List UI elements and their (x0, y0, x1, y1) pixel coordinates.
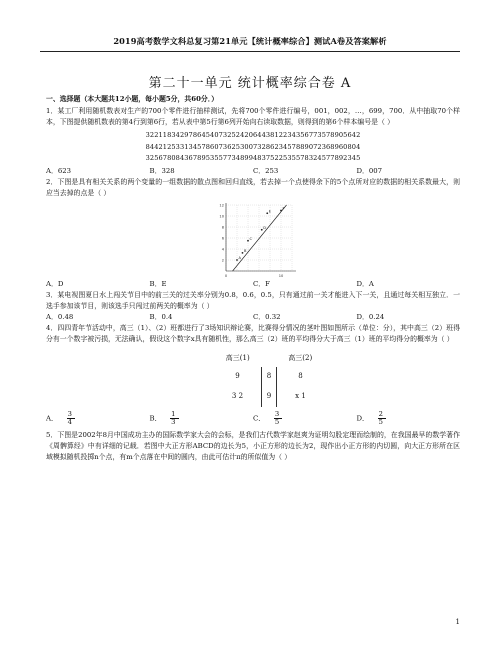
scatter-chart (214, 201, 296, 279)
y-tick-label: 4 (221, 247, 224, 251)
fraction: $\frac{3}{5}$ (265, 411, 291, 426)
point-label: D (263, 225, 267, 230)
option-b: B． $\frac{1}{3}$ (150, 411, 254, 426)
option-b: B．328 (149, 166, 175, 175)
question-1-options (46, 166, 460, 177)
page-title: 第二十一单元 统计概率综合卷 A (148, 76, 352, 91)
option-d: D．007 (356, 166, 383, 175)
stem-value: 9 (262, 387, 277, 407)
random-row: 32211834297864540732524206443812234356773578905642 (145, 131, 361, 139)
question-5-text: 5．下图是2002年8月中国成功主办的国际数学家大会的会标，是我们古代数学家赵爽为证明勾股定理而绘制的，在我国最早的数学著作《周髀算经》中有详细的记载．若图中大正方形ABCD的边长为5，小正方形的边长为2，现作出小正方形的内切圆，向大正方形所在区域模拟随机投掷n个点，有m个点落在中间的圆内，由此可估计π的所似值为（ ） (46, 430, 460, 461)
question-2-options (46, 279, 460, 290)
random-row: 32567808436789535577348994837522535578324577892345 (145, 154, 361, 162)
question-4-text: 4．四四青年节活动中，高三（1）、（2）班都进行了3场知识辩论赛，比赛得分情况的茎叶图如图所示（单位：分），其中高三（2）班得分有一个数字被污损，无法确认，假设这个数字x具有随机性，那么高三（2）班的平均得分大于高三（1）班的平均得分的概率为（ ） (46, 323, 460, 343)
y-tick-label: 2 (221, 258, 224, 262)
option-c: C．0.32 (253, 312, 281, 321)
y-tick-label: 6 (221, 236, 224, 240)
exam-content (46, 94, 460, 463)
fraction: $\frac{2}{5}$ (369, 411, 395, 426)
option-a: A． $\frac{3}{4}$ (46, 411, 150, 426)
option-c: C． $\frac{3}{5}$ (253, 411, 357, 426)
point-label: E (268, 208, 272, 213)
option-d: D． $\frac{2}{5}$ (357, 411, 461, 426)
stem-leaf-right: x 1 (295, 392, 306, 400)
x-tick-label: 0 (224, 273, 228, 278)
page-number: 1 (455, 618, 460, 626)
fraction: $\frac{3}{4}$ (58, 411, 84, 426)
question-3-options (46, 312, 460, 323)
y-tick-label: 10 (219, 214, 224, 218)
stem-leaf-left: 9 (235, 372, 240, 380)
option-a: A．623 (46, 166, 72, 175)
random-number-table (46, 130, 460, 165)
question-1-text: 1．某工厂利用随机数表对生产的700个零件进行抽样测试，先将700个零件进行编号，001，002，…，699，700．从中抽取70个样本，下图提供随机数表的第4行到第6行，若从表中第5行第6列开始向右读取数据，则得到的第6个样本编号是（ ） (46, 107, 460, 126)
y-tick-label: 12 (219, 203, 224, 207)
stem-right-header: 高三(2) (288, 354, 313, 362)
x-tick-label: 10 (278, 273, 284, 278)
document-header: 2019高考数学文科总复习第21单元【统计概率综合】测试A卷及答案解析 (40, 36, 460, 52)
point-label: B (244, 248, 247, 253)
option-c: C．F (253, 279, 270, 288)
option-d: D．0.24 (356, 312, 385, 321)
stem-leaf-right: 8 (298, 372, 303, 380)
scatter-plot-svg (214, 201, 296, 279)
question-3-text: 3．某电视图夏日水上闯关节目中的前三关的过关率分别为0.8，0.6，0.5，只有通过前一关才能进入下一关，且通过每关相互独立．一选手参加该节目，则该选手只闯过前两关的概率为（ ） (46, 290, 460, 310)
question-2-text: 2．下图是具有相关关系的两个变量的一组数据的散点图和回归直线，若去掉一个点使得余下的5个点所对应的数据的相关系数最大，则应当去掉的点是（ ） (46, 177, 460, 197)
stem-value: 8 (262, 367, 277, 387)
point-label: A (238, 255, 241, 260)
question-4-options (46, 411, 460, 426)
section-heading: 一、选择题（本大题共12小题，每小题5分，共60分．） (46, 95, 219, 103)
point-label: C (249, 236, 253, 241)
stem-leaf-plot (214, 351, 324, 407)
option-d: D．A (356, 279, 374, 288)
option-b: B．E (149, 279, 167, 288)
fraction: $\frac{1}{3}$ (161, 411, 187, 426)
option-a: A．0.48 (46, 312, 74, 321)
option-b: B．0.4 (149, 312, 173, 321)
y-tick-label: 8 (221, 225, 224, 229)
random-row: 84421253313457860736253007328623457889072368960804 (145, 142, 361, 151)
option-c: C．253 (253, 166, 279, 175)
option-a: A．D (46, 279, 64, 288)
point-label: F (282, 206, 285, 210)
stem-leaf-left: 3 2 (231, 392, 244, 400)
stem-left-header: 高三(1) (225, 354, 250, 362)
